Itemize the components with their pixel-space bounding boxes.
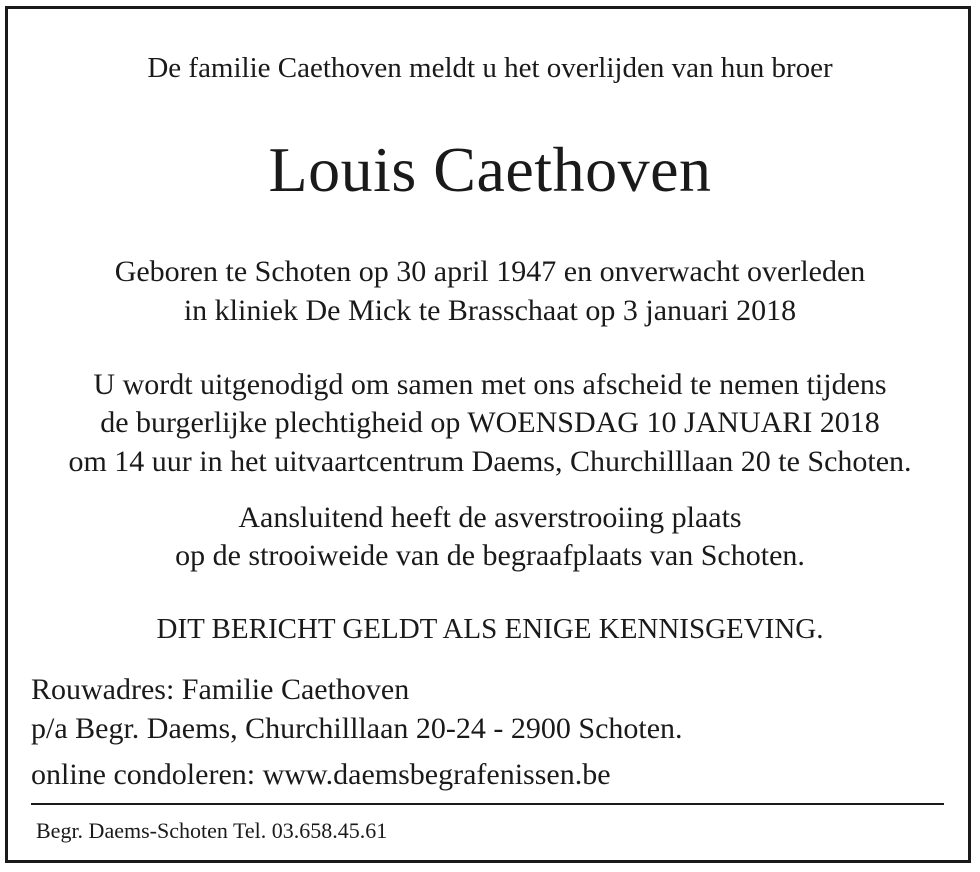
afterwards-line-1: Aansluitend heeft de asverstrooiing plaats [238, 501, 742, 534]
mourning-address-line-2: p/a Begr. Daems, Churchilllaan 20-24 - 2900 Schoten. [31, 712, 683, 745]
birth-line-2: in kliniek De Mick te Brasschaat op 3 januari 2018 [183, 294, 797, 327]
mourning-address-line-1: Rouwadres: Familie Caethoven [31, 673, 410, 706]
funeral-home-footer: Begr. Daems-Schoten Tel. 03.658.45.61 [36, 818, 388, 843]
official-notice: DIT BERICHT GELDT ALS ENIGE KENNISGEVING. [156, 613, 824, 645]
intro-text: De familie Caethoven meldt u het overlijden van hun broer [147, 52, 833, 84]
invitation-line-1: U wordt uitgenodigd om samen met ons afscheid te nemen tijdens [93, 368, 887, 401]
deceased-name: Louis Caethoven [268, 134, 712, 205]
footer-divider [31, 803, 944, 805]
birth-line-1: Geboren te Schoten op 30 april 1947 en onverwacht overleden [114, 255, 866, 288]
invitation-line-2: de burgerlijke plechtigheid op WOENSDAG 10 JANUARI 2018 [100, 406, 880, 439]
afterwards-line-2: op de strooiweide van de begraafplaats van Schoten. [175, 539, 805, 572]
online-condolences: online condoleren: www.daemsbegrafenissen.be [31, 758, 611, 791]
invitation-line-3: om 14 uur in het uitvaartcentrum Daems, Churchilllaan 20 te Schoten. [68, 445, 912, 478]
